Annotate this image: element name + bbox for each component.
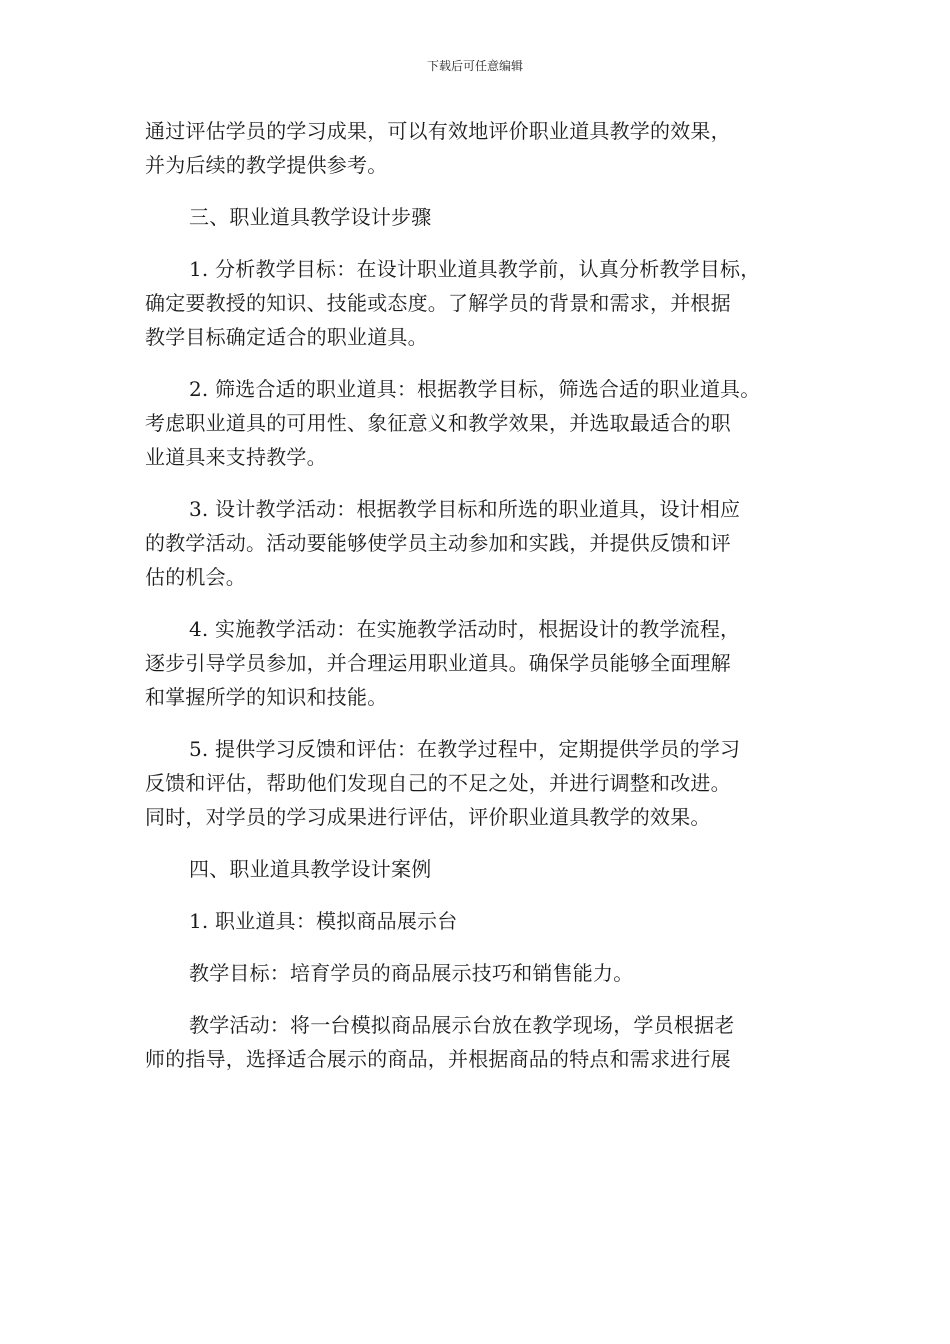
text-line: 教学活动：将一台模拟商品展示台放在教学现场，学员根据老 [189,1013,735,1037]
paragraph [145,1008,835,1076]
text-line: 1. 职业道具：模拟商品展示台 [189,909,458,933]
paragraph [145,956,835,990]
text-line: 5. 提供学习反馈和评估：在教学过程中，定期提供学员的学习 [189,737,741,761]
text-line: 通过评估学员的学习成果，可以有效地评价职业道具教学的效果， [145,119,731,143]
text-line: 1. 分析教学目标：在设计职业道具教学前，认真分析教学目标， [189,257,761,281]
text-line: 的教学活动。活动要能够使学员主动参加和实践，并提供反馈和评 [145,531,731,555]
text-line: 考虑职业道具的可用性、象征意义和教学效果，并选取最适合的职 [145,411,731,435]
text-line: 估的机会。 [145,565,246,589]
text-line: 逐步引导学员参加，并合理运用职业道具。确保学员能够全面理解 [145,651,731,675]
text-line: 并为后续的教学提供参考。 [145,153,388,177]
text-line: 业道具来支持教学。 [145,445,327,469]
paragraph [145,904,835,938]
text-line: 反馈和评估，帮助他们发现自己的不足之处，并进行调整和改进。 [145,771,731,795]
text-line: 同时，对学员的学习成果进行评估，评价职业道具教学的效果。 [145,805,711,829]
text-line: 教学目标：培育学员的商品展示技巧和销售能力。 [189,961,634,985]
page-header: 下载后可任意编辑 [426,59,523,73]
text-line: 师的指导，选择适合展示的商品，并根据商品的特点和需求进行展 [145,1047,731,1071]
paragraph [145,252,835,354]
paragraph [145,492,835,594]
document-body [145,114,835,1094]
paragraph [145,612,835,714]
paragraph [145,732,835,834]
text-line: 4. 实施教学活动：在实施教学活动时，根据设计的教学流程， [189,617,741,641]
text-line: 确定要教授的知识、技能或态度。了解学员的背景和需求，并根据 [145,291,731,315]
text-line: 和掌握所学的知识和技能。 [145,685,388,709]
text-line: 四、职业道具教学设计案例 [189,857,432,881]
text-line: 3. 设计教学活动：根据教学目标和所选的职业道具，设计相应 [189,497,741,521]
text-line: 教学目标确定适合的职业道具。 [145,325,428,349]
text-line: 2. 筛选合适的职业道具：根据教学目标，筛选合适的职业道具。 [189,377,761,401]
section-heading [145,200,835,234]
text-line: 三、职业道具教学设计步骤 [189,205,432,229]
section-heading [145,852,835,886]
paragraph [145,114,835,182]
paragraph [145,372,835,474]
